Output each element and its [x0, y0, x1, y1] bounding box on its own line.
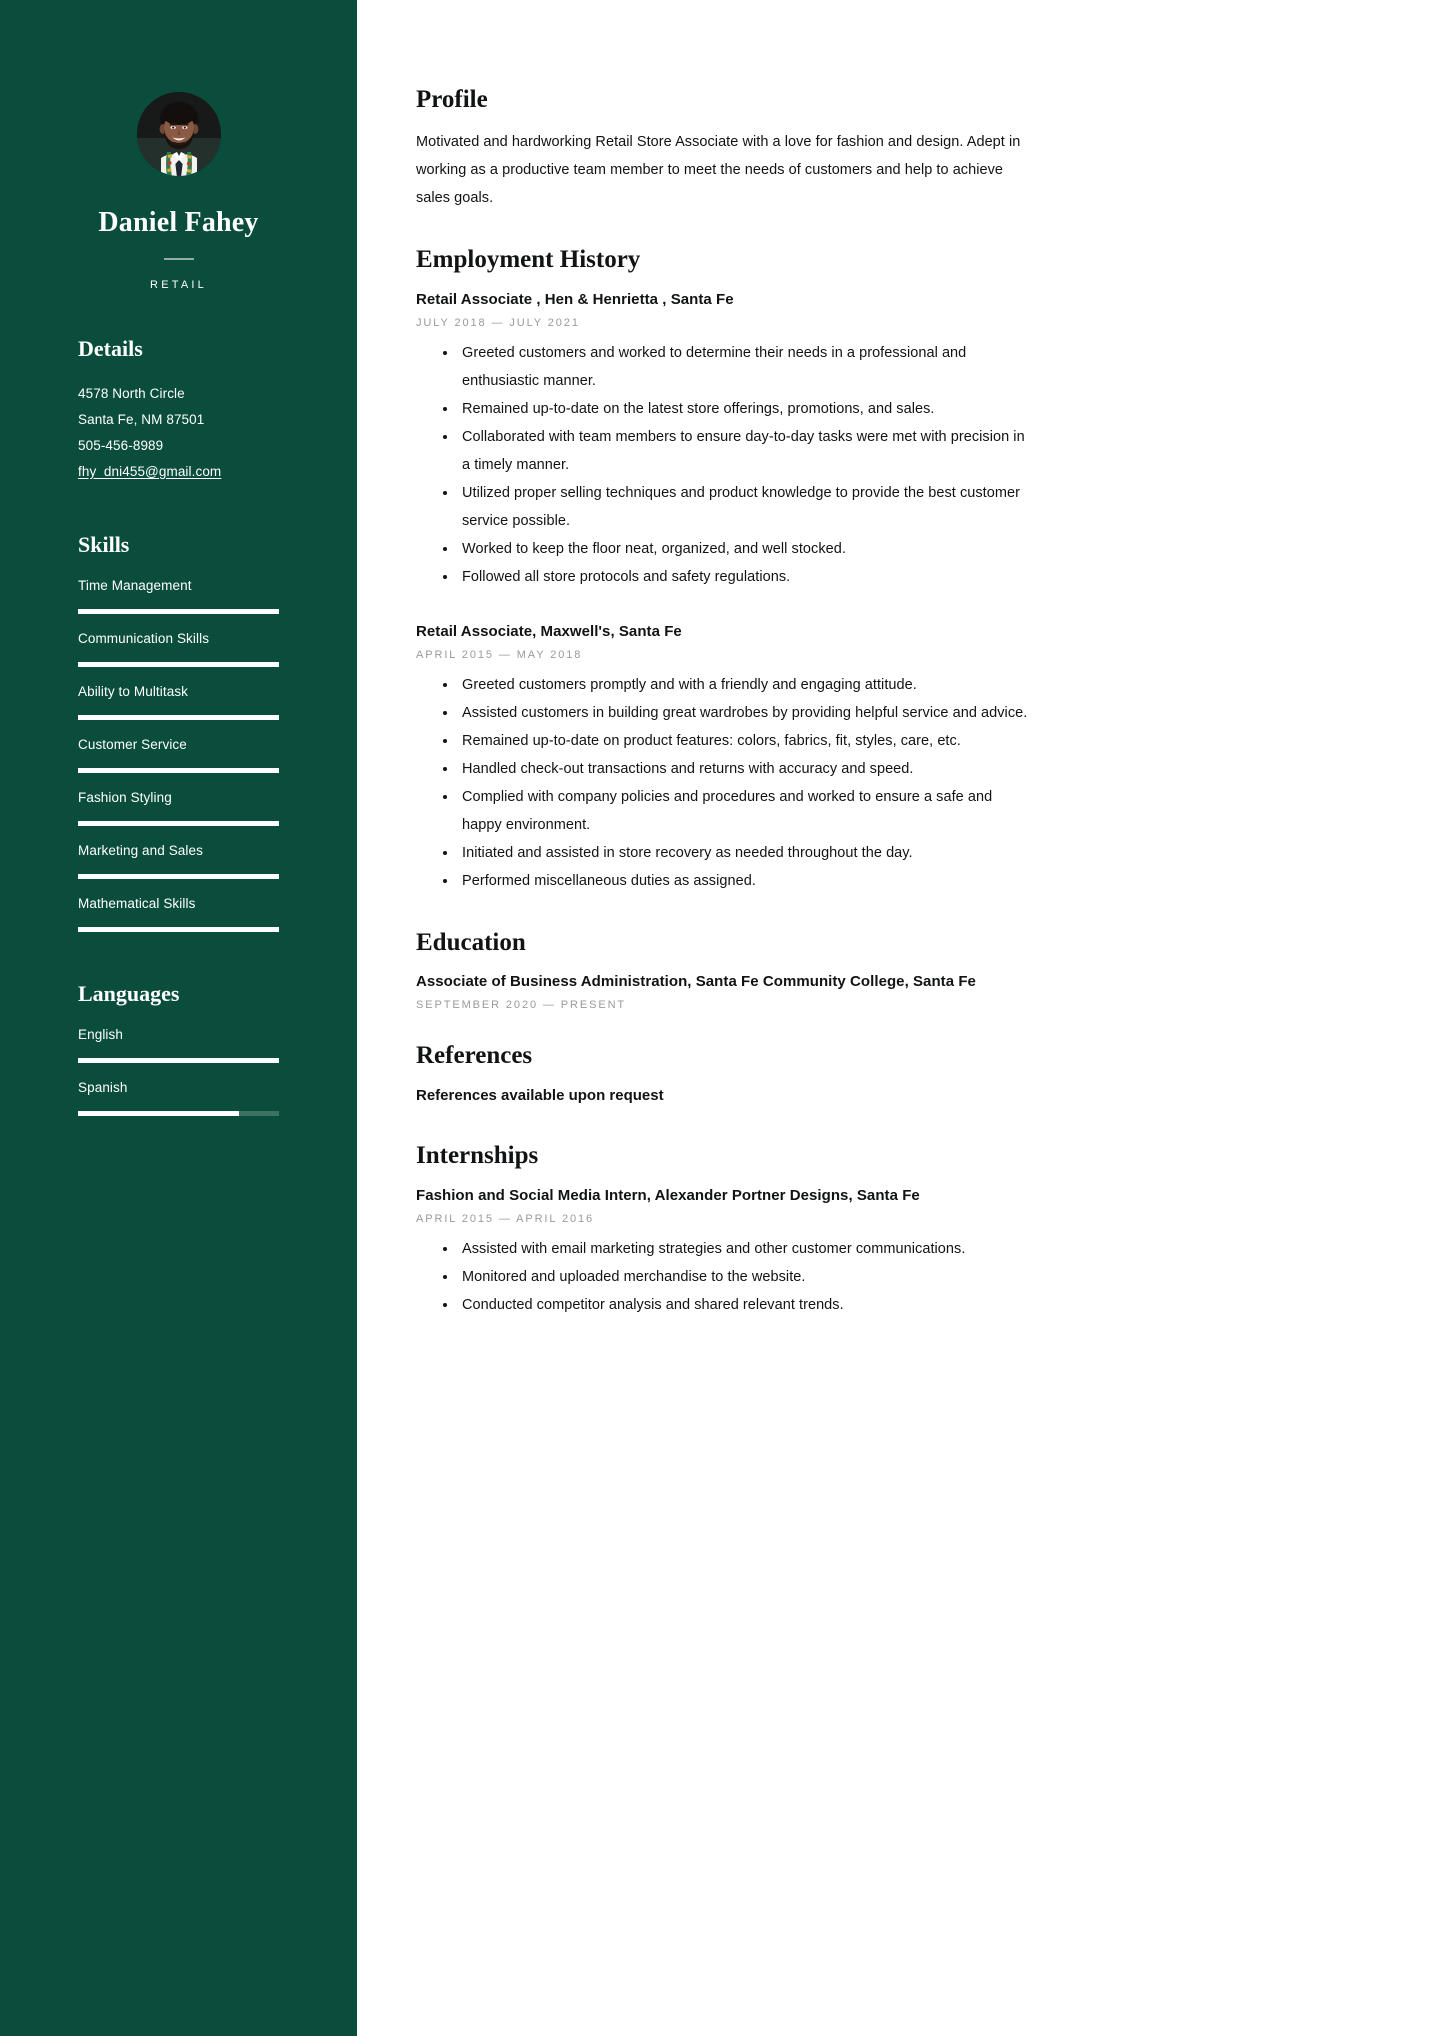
employment-bullet: • Assisted customers in building great wardrobes by providing helpful service and advice.: [458, 699, 1033, 727]
avatar: [137, 92, 221, 176]
detail-address-line-2: Santa Fe, NM 87501: [78, 411, 205, 427]
skill-level-bar: [78, 874, 279, 879]
skill-level-fill: [78, 609, 279, 614]
employment-entry-date: APRIL 2015 — MAY 2018: [416, 648, 583, 661]
skill-level-bar: [78, 609, 279, 614]
skills-list: [78, 577, 279, 932]
internship-bullet: • Assisted with email marketing strategies and other customer communications.: [458, 1235, 1033, 1263]
skill-item: [78, 842, 279, 879]
internship-entry: [416, 1184, 1033, 1319]
skill-item: [78, 736, 279, 773]
skill-level-fill: [78, 768, 279, 773]
internship-entry-title: Fashion and Social Media Intern, Alexander Portner Designs, Santa Fe: [416, 1186, 920, 1204]
skill-label: Ability to Multitask: [78, 683, 189, 699]
skill-item: [78, 895, 279, 932]
references-section: [416, 1042, 1033, 1108]
avatar-container: [78, 0, 279, 176]
references-text: References available upon request: [416, 1087, 664, 1104]
employment-bullet: • Greeted customers and worked to determine their needs in a professional and enthusiastic manner.: [458, 339, 1033, 395]
language-item: [78, 1026, 279, 1063]
education-entry-title: Associate of Business Administration, Santa Fe Community College, Santa Fe: [416, 973, 976, 991]
person-role: RETAIL: [150, 278, 207, 291]
skill-label: Mathematical Skills: [78, 895, 196, 911]
skill-level-bar: [78, 768, 279, 773]
language-level-bar: [78, 1058, 279, 1063]
employment-bullet: • Performed miscellaneous duties as assigned.: [458, 867, 1033, 895]
employment-entry-title: Retail Associate , Hen & Henrietta , Santa Fe: [416, 290, 734, 308]
internship-bullet: • Monitored and uploaded merchandise to the website.: [458, 1263, 1033, 1291]
languages-heading: Languages: [78, 980, 180, 1006]
skill-level-fill: [78, 821, 279, 826]
internship-bullet-list: [458, 1235, 1033, 1319]
skills-heading: Skills: [78, 531, 130, 557]
profile-text: Motivated and hardworking Retail Store Associate with a love for fashion and design. Adept in working as a productive team member to meet the needs of customers and help to achieve sales goals.: [416, 133, 1021, 206]
employment-bullet-list: [458, 339, 1033, 591]
employment-heading: Employment History: [416, 245, 641, 273]
education-entries: [416, 970, 1033, 1011]
employment-entries: [416, 288, 1033, 895]
employment-bullet: • Collaborated with team members to ensure day-to-day tasks were met with precision in a timely manner.: [458, 423, 1033, 479]
education-entry: [416, 970, 1033, 1011]
skill-level-fill: [78, 662, 279, 667]
skill-label: Marketing and Sales: [78, 842, 203, 858]
employment-bullet: • Followed all store protocols and safety regulations.: [458, 563, 1033, 591]
employment-entry: [416, 620, 1033, 895]
employment-bullet: • Complied with company policies and procedures and worked to ensure a safe and happy environment.: [458, 783, 1033, 839]
skill-level-bar: [78, 821, 279, 826]
education-heading: Education: [416, 928, 526, 956]
skill-level-bar: [78, 662, 279, 667]
language-level-fill: [78, 1058, 279, 1063]
sidebar: [0, 0, 357, 2036]
employment-bullet: • Utilized proper selling techniques and product knowledge to provide the best customer service possible.: [458, 479, 1033, 535]
skill-label: Customer Service: [78, 736, 187, 752]
languages-section: [78, 982, 279, 1116]
details-section: [78, 337, 279, 485]
skill-level-fill: [78, 927, 279, 932]
employment-bullet-list: [458, 671, 1033, 895]
skill-item: [78, 683, 279, 720]
language-level-fill: [78, 1111, 239, 1116]
skill-level-fill: [78, 715, 279, 720]
skill-item: [78, 577, 279, 614]
languages-list: [78, 1026, 279, 1116]
employment-bullet: • Worked to keep the floor neat, organized, and well stocked.: [458, 535, 1033, 563]
internship-entries: [416, 1184, 1033, 1319]
education-entry-date: SEPTEMBER 2020 — PRESENT: [416, 999, 627, 1012]
employment-bullet: • Remained up-to-date on product features: colors, fabrics, fit, styles, care, etc.: [458, 727, 1033, 755]
skill-item: [78, 630, 279, 667]
internships-section: [416, 1142, 1033, 1319]
skill-label: Time Management: [78, 577, 192, 593]
skill-level-bar: [78, 927, 279, 932]
employment-entry: [416, 288, 1033, 591]
employment-section: [416, 246, 1033, 895]
employment-bullet: • Remained up-to-date on the latest store offerings, promotions, and sales.: [458, 395, 1033, 423]
detail-email-link[interactable]: fhy_dni455@gmail.com: [78, 463, 222, 479]
employment-entry-date: JULY 2018 — JULY 2021: [416, 316, 580, 329]
detail-phone: 505-456-8989: [78, 437, 164, 453]
employment-entry-title: Retail Associate, Maxwell's, Santa Fe: [416, 622, 682, 640]
internships-heading: Internships: [416, 1142, 539, 1169]
detail-address-line-1: 4578 North Circle: [78, 385, 185, 401]
name-divider: [164, 258, 194, 260]
education-section: [416, 929, 1033, 1012]
skill-label: Fashion Styling: [78, 789, 172, 805]
skills-section: [78, 533, 279, 932]
language-label: English: [78, 1027, 123, 1043]
skill-level-bar: [78, 715, 279, 720]
language-label: Spanish: [78, 1080, 128, 1096]
details-heading: Details: [78, 335, 143, 361]
profile-section: [416, 86, 1033, 212]
main-content: [357, 0, 1440, 2036]
references-heading: References: [416, 1042, 533, 1070]
internship-entry-date: APRIL 2015 — APRIL 2016: [416, 1212, 595, 1225]
language-level-bar: [78, 1111, 279, 1116]
skill-item: [78, 789, 279, 826]
person-name: Daniel Fahey: [98, 207, 259, 238]
employment-bullet: • Handled check-out transactions and returns with accuracy and speed.: [458, 755, 1033, 783]
employment-bullet: • Greeted customers promptly and with a friendly and engaging attitude.: [458, 671, 1033, 699]
language-item: [78, 1079, 279, 1116]
employment-bullet: • Initiated and assisted in store recovery as needed throughout the day.: [458, 839, 1033, 867]
skill-label: Communication Skills: [78, 630, 210, 646]
skill-level-fill: [78, 874, 279, 879]
profile-heading: Profile: [416, 86, 488, 113]
internship-bullet: • Conducted competitor analysis and shared relevant trends.: [458, 1291, 1033, 1319]
